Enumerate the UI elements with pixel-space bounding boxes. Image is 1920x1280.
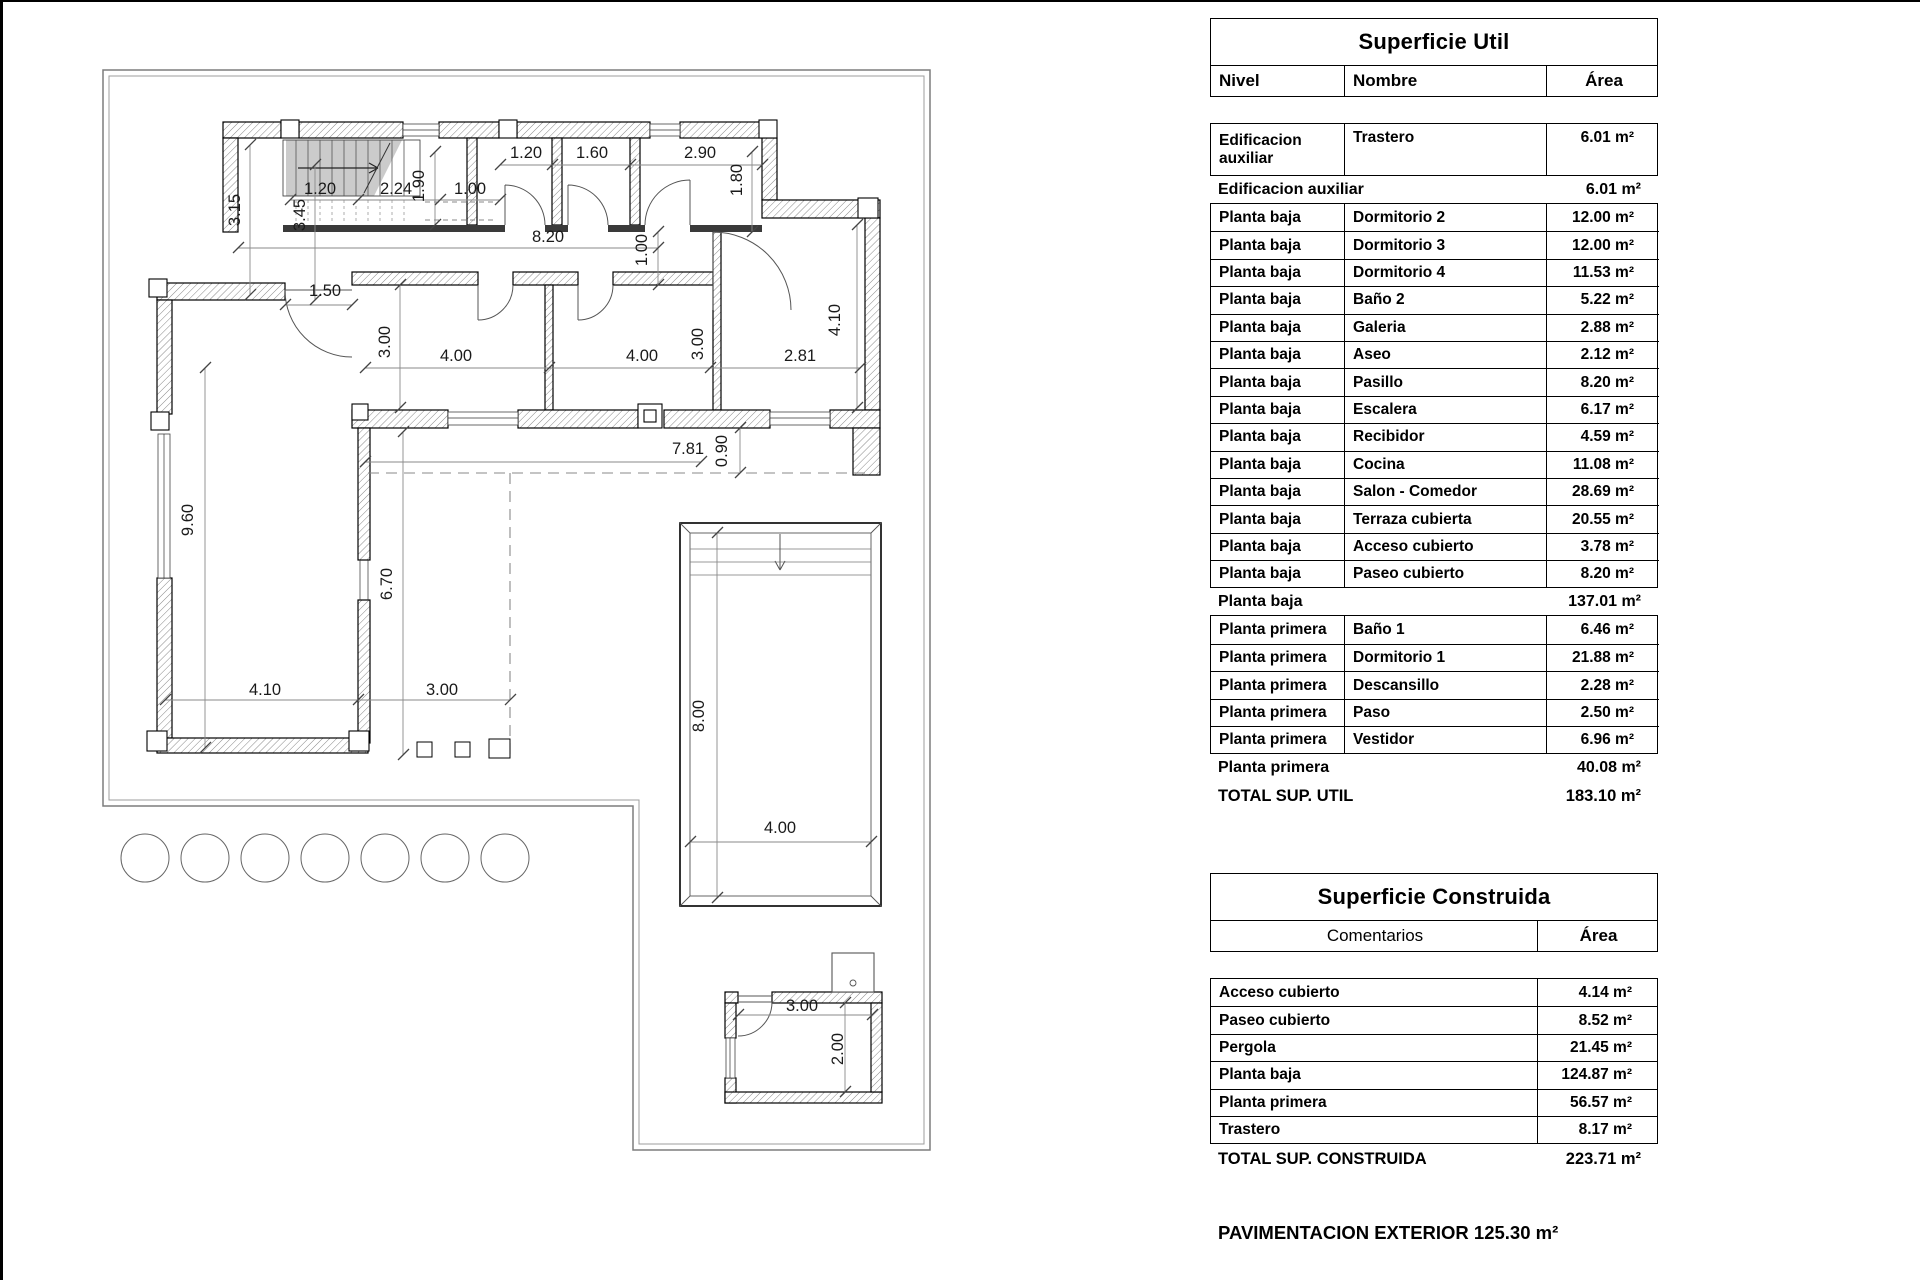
cell-label: Trastero — [1211, 1116, 1537, 1143]
table-row — [1211, 478, 1657, 505]
cell-nombre: Vestidor — [1344, 726, 1546, 753]
cell-nombre: Dormitorio 4 — [1344, 259, 1546, 286]
dimension-label: 2.81 — [783, 347, 817, 365]
tree-circle — [181, 834, 229, 882]
table-row — [1211, 979, 1657, 1006]
col-header-area: Área — [1546, 66, 1659, 96]
cell-nombre: Pasillo — [1344, 368, 1546, 395]
cell-area: 2.88 m² — [1546, 314, 1659, 341]
tree-circle — [481, 834, 529, 882]
cell-nivel: Planta baja — [1219, 208, 1301, 226]
cell-nivel: Planta baja — [1211, 478, 1344, 505]
cell-nivel: Planta baja — [1211, 314, 1344, 341]
table-row — [1211, 533, 1657, 560]
cell-nivel: Planta baja — [1211, 423, 1344, 450]
thin-walls — [283, 225, 762, 232]
cell-area: 8.17 m² — [1537, 1116, 1657, 1143]
cell-area: 56.57 m² — [1537, 1089, 1657, 1116]
cell-area: 28.69 m² — [1546, 478, 1659, 505]
cell-area: 6.46 m² — [1546, 616, 1659, 643]
dimension-label: 8.00 — [690, 699, 708, 733]
trastero-annex — [832, 953, 874, 992]
dimension-label: 7.81 — [671, 440, 705, 458]
cell-nombre: Baño 1 — [1344, 616, 1546, 643]
aux-group-box — [1210, 123, 1658, 176]
cell-nivel: Planta baja — [1211, 396, 1344, 423]
cell-nivel: Planta baja — [1211, 231, 1344, 258]
cell-area: 8.52 m² — [1537, 1006, 1657, 1033]
cell-nivel: Planta baja — [1211, 341, 1344, 368]
dimension-label: 3.00 — [689, 327, 707, 361]
cell-area: 2.12 m² — [1546, 341, 1659, 368]
table-row — [1211, 560, 1657, 587]
table-title: Superficie Construida — [1211, 874, 1657, 921]
dimension-label: 3.00 — [376, 325, 394, 359]
cell-nombre: Paso — [1344, 699, 1546, 726]
cell-nombre: Descansillo — [1344, 671, 1546, 698]
cell-nombre: Trastero — [1344, 124, 1546, 175]
cell-area: 6.17 m² — [1546, 396, 1659, 423]
total-area: 223.71 m² — [1565, 1149, 1641, 1168]
cell-nombre: Salon - Comedor — [1344, 478, 1546, 505]
subtotal-area: 137.01 m² — [1568, 592, 1641, 610]
cell-nivel: Planta baja — [1211, 560, 1344, 587]
table-row — [1211, 1034, 1657, 1061]
cell-area: 8.20 m² — [1546, 368, 1659, 395]
table-row — [1211, 671, 1657, 698]
cell-nivel: Planta primera — [1219, 621, 1327, 639]
subtotal-row — [1210, 754, 1658, 781]
table-row — [1211, 286, 1657, 313]
table-row — [1211, 699, 1657, 726]
table-title: Superficie Util — [1211, 19, 1657, 66]
trees — [121, 834, 529, 882]
tree-circle — [121, 834, 169, 882]
dimension-label: 1.90 — [410, 169, 428, 203]
table-row — [1211, 368, 1657, 395]
table-row — [1211, 616, 1657, 643]
cell-area: 4.14 m² — [1537, 979, 1657, 1006]
dimension-label: 4.10 — [826, 303, 844, 337]
col-header-area: Área — [1537, 921, 1657, 951]
table-row — [1211, 1006, 1657, 1033]
cell-nivel: Planta primera — [1211, 726, 1344, 753]
dimension-label: 1.20 — [509, 144, 543, 162]
col-header-comentarios: Comentarios — [1326, 926, 1424, 946]
cell-label: Acceso cubierto — [1219, 983, 1340, 1001]
table-row — [1211, 341, 1657, 368]
dimension-label: 3.45 — [291, 198, 309, 232]
dimension-label: 1.00 — [453, 180, 487, 198]
dimension-label: 1.00 — [633, 233, 651, 267]
table-row — [1211, 505, 1657, 532]
planta-primera-group-box — [1210, 615, 1658, 754]
table-row — [1211, 726, 1657, 753]
subtotal-label: Edificacion auxiliar — [1218, 180, 1364, 198]
cell-nombre: Baño 2 — [1344, 286, 1546, 313]
cell-nivel: Planta primera — [1211, 671, 1344, 698]
table-row — [1211, 451, 1657, 478]
total-row — [1210, 1144, 1658, 1174]
dimension-label: 3.15 — [226, 193, 244, 227]
cell-nivel: Planta baja — [1211, 286, 1344, 313]
dimension-label: 4.00 — [439, 347, 473, 365]
cell-nivel: Edificacion auxiliar — [1219, 131, 1302, 167]
dimension-label: 1.60 — [575, 144, 609, 162]
dimension-label: 9.60 — [179, 503, 197, 537]
cell-nombre: Dormitorio 1 — [1344, 644, 1546, 671]
table-row — [1211, 259, 1657, 286]
tree-circle — [361, 834, 409, 882]
table-row — [1211, 124, 1657, 175]
dimension-label: 6.70 — [378, 567, 396, 601]
column-headers — [1211, 66, 1657, 96]
cell-area: 21.88 m² — [1546, 644, 1659, 671]
cell-nombre: Recibidor — [1344, 423, 1546, 450]
tree-circle — [301, 834, 349, 882]
dimension-label: 3.00 — [425, 681, 459, 699]
table-row — [1211, 1089, 1657, 1116]
cell-nivel: Planta primera — [1211, 644, 1344, 671]
cell-area: 2.28 m² — [1546, 671, 1659, 698]
cell-nivel: Planta baja — [1211, 533, 1344, 560]
cell-area: 6.96 m² — [1546, 726, 1659, 753]
table-row — [1211, 396, 1657, 423]
cell-area: 6.01 m² — [1546, 124, 1659, 175]
cell-area: 5.22 m² — [1546, 286, 1659, 313]
superficie-util-table — [1210, 18, 1658, 811]
table-row — [1211, 231, 1657, 258]
dimension-label: 1.20 — [303, 180, 337, 198]
dimension-label: 2.00 — [829, 1032, 847, 1066]
table-row — [1211, 423, 1657, 450]
dimension-label: 4.00 — [763, 819, 797, 837]
pavimentacion-note: PAVIMENTACION EXTERIOR 125.30 m² — [1218, 1222, 1559, 1243]
cell-area: 124.87 m² — [1537, 1061, 1657, 1088]
cell-area: 12.00 m² — [1546, 204, 1659, 231]
superficie-construida-table — [1210, 873, 1658, 1174]
table-row — [1211, 1061, 1657, 1088]
dimension-label: 4.00 — [625, 347, 659, 365]
table-row — [1211, 644, 1657, 671]
cell-area: 12.00 m² — [1546, 231, 1659, 258]
planta-baja-group-box — [1210, 203, 1658, 588]
cell-area: 4.59 m² — [1546, 423, 1659, 450]
total-row — [1210, 781, 1658, 811]
pool — [680, 523, 881, 906]
cell-label: Planta primera — [1211, 1089, 1537, 1116]
dimension-label: 2.24 — [379, 180, 413, 198]
cell-area: 11.53 m² — [1546, 259, 1659, 286]
cell-area: 2.50 m² — [1546, 699, 1659, 726]
util-header-box — [1210, 18, 1658, 97]
construida-group-box — [1210, 978, 1658, 1144]
cell-nivel: Planta baja — [1211, 451, 1344, 478]
total-label: TOTAL SUP. UTIL — [1218, 786, 1354, 805]
tree-circle — [241, 834, 289, 882]
cell-area: 20.55 m² — [1546, 505, 1659, 532]
subtotal-label: Planta primera — [1218, 758, 1330, 776]
subtotal-area: 40.08 m² — [1576, 758, 1641, 776]
dimension-label: 0.90 — [713, 434, 731, 468]
cell-nivel: Planta baja — [1211, 259, 1344, 286]
cell-area: 8.20 m² — [1546, 560, 1659, 587]
table-row — [1211, 1116, 1657, 1143]
dimension-label: 3.00 — [785, 997, 819, 1015]
cell-nombre: Dormitorio 2 — [1344, 204, 1546, 231]
cell-nivel: Planta baja — [1211, 505, 1344, 532]
col-header-nivel: Nivel — [1219, 71, 1260, 91]
cell-label: Pergola — [1211, 1034, 1537, 1061]
dimension-label: 8.20 — [531, 228, 565, 246]
cell-nombre: Galeria — [1344, 314, 1546, 341]
dimension-label: 4.10 — [248, 681, 282, 699]
table-row — [1211, 204, 1657, 231]
col-header-nombre: Nombre — [1344, 66, 1546, 96]
cell-nivel: Planta primera — [1211, 699, 1344, 726]
dimension-label: 2.90 — [683, 144, 717, 162]
cell-nombre: Aseo — [1344, 341, 1546, 368]
tree-circle — [421, 834, 469, 882]
subtotal-row — [1210, 588, 1658, 615]
cell-nombre: Terraza cubierta — [1344, 505, 1546, 532]
subtotal-label: Planta baja — [1218, 592, 1303, 610]
total-area: 183.10 m² — [1565, 786, 1641, 805]
cell-area: 11.08 m² — [1546, 451, 1659, 478]
cell-nombre: Cocina — [1344, 451, 1546, 478]
subtotal-row — [1210, 176, 1658, 203]
table-row — [1211, 314, 1657, 341]
construida-header-box — [1210, 873, 1658, 952]
dimension-label: 1.50 — [308, 282, 342, 300]
cell-area: 21.45 m² — [1537, 1034, 1657, 1061]
dimension-label: 1.80 — [728, 163, 746, 197]
cell-nombre: Escalera — [1344, 396, 1546, 423]
cell-nivel: Planta baja — [1211, 368, 1344, 395]
subtotal-area: 6.01 m² — [1585, 180, 1641, 198]
cell-nombre: Acceso cubierto — [1344, 533, 1546, 560]
column-headers — [1211, 921, 1657, 951]
cell-label: Planta baja — [1211, 1061, 1537, 1088]
cell-area: 3.78 m² — [1546, 533, 1659, 560]
cell-label: Paseo cubierto — [1211, 1006, 1537, 1033]
cell-nombre: Dormitorio 3 — [1344, 231, 1546, 258]
total-label: TOTAL SUP. CONSTRUIDA — [1218, 1149, 1427, 1168]
cell-nombre: Paseo cubierto — [1344, 560, 1546, 587]
